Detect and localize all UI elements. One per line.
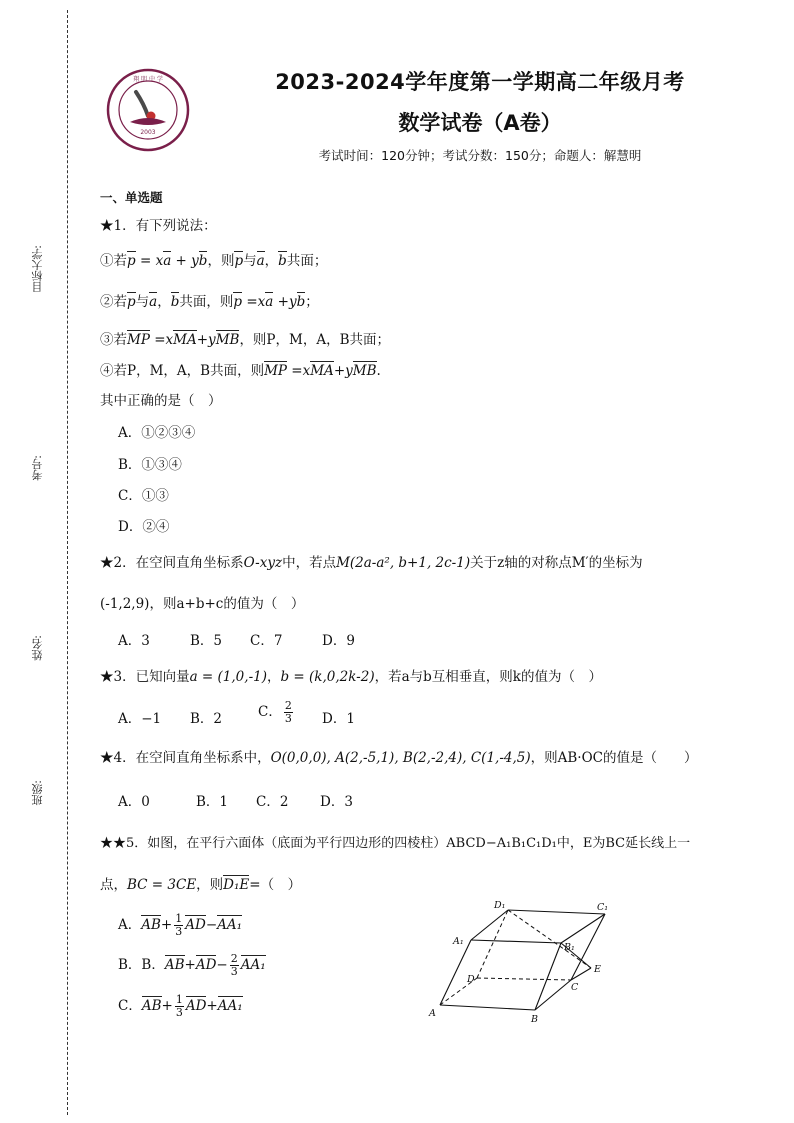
segment-d1e: [508, 910, 591, 968]
exam-title: 2023-2024学年度第一学期高二年级月考: [275, 70, 685, 94]
logo-year-text: 2003: [140, 129, 156, 136]
label-d: D: [467, 974, 475, 985]
label-b1: B₁: [564, 942, 575, 953]
q1-option-a[interactable]: A．①②③④: [118, 425, 196, 441]
q5-line2: 点，BC = 3CE，则D₁E=（ ）: [100, 877, 302, 893]
edge-ab: [440, 1005, 535, 1010]
q3-stem: ★3．已知向量a = (1,0,-1)，b = (k,0,2k-2)，若a与b互相垂直，则k的值为（ ）: [100, 669, 602, 685]
q2-line1: ★2．在空间直角坐标系O-xyz中，若点M(2a-a², b+1, 2c-1)关于z轴的对称点M′的坐标为: [100, 555, 643, 571]
exam-info: 考试时间：120分钟；考试分数：150分；命题人：解慧明: [318, 148, 642, 163]
q3-option-c[interactable]: C． $\frac{2}{3}$: [258, 699, 292, 725]
edge-b1c1: [561, 914, 605, 943]
q2-option-d[interactable]: D．9: [322, 633, 355, 649]
q1-question: 其中正确的是（ ）: [100, 393, 222, 409]
q5-option-a[interactable]: A．AB+ $\frac{1}{3}$ AD−AA₁: [118, 912, 243, 938]
q1-stem: ★1．有下列说法：: [100, 218, 217, 234]
label-c: C: [571, 982, 579, 993]
q1-statement-4: ④若P，M，A，B共面，则MP =xMA+yMB.: [100, 363, 381, 379]
exam-number-label: 考号:: [31, 455, 44, 481]
target-university-label: 目标大学:: [31, 245, 44, 293]
edge-a1d1: [471, 910, 508, 940]
q5-line1: ★★5．如图，在平行六面体（底面为平行四边形的四棱柱）ABCD−A₁B₁C₁D₁中，E为BC延长线上一: [100, 836, 691, 851]
edge-bb1: [535, 943, 561, 1010]
edge-a1b1: [471, 940, 561, 943]
edge-dc: [477, 978, 571, 980]
q1-option-d[interactable]: D．②④: [118, 519, 170, 535]
q3-option-a[interactable]: A．−1: [118, 711, 162, 727]
label-b: B: [531, 1014, 538, 1025]
q1-statement-3: ③若MP =xMA+yMB，则P，M，A，B共面；: [100, 332, 391, 348]
q1-statement-1: ①若p = xa + yb，则p与a，b共面；: [100, 253, 328, 269]
exam-subtitle: 数学试卷（A卷）: [398, 111, 562, 135]
q4-option-d[interactable]: D．3: [320, 794, 353, 810]
svg-text:翔 明 中 学: 翔 明 中 学: [133, 76, 163, 83]
student-name-label: 姓名:: [31, 635, 44, 661]
binding-dashed-line: [67, 10, 68, 1115]
q4-option-b[interactable]: B．1: [196, 794, 229, 810]
label-c1: C₁: [597, 902, 609, 913]
q5-option-b[interactable]: B．B．AB+AD− $\frac{2}{3}$ AA₁: [118, 952, 266, 978]
section-heading: 一、单选题: [100, 190, 163, 205]
school-logo: [106, 68, 190, 152]
q2-option-c[interactable]: C．7: [250, 633, 283, 649]
q2-option-b[interactable]: B．5: [190, 633, 223, 649]
edge-dd1: [477, 910, 508, 978]
q3-fraction: $\frac{2}{3}$: [284, 699, 292, 725]
label-d1: D₁: [494, 900, 506, 911]
q2-option-a[interactable]: A．3: [118, 633, 150, 649]
q4-option-c[interactable]: C．2: [256, 794, 289, 810]
q3-option-d[interactable]: D．1: [322, 711, 355, 727]
label-a1: A₁: [453, 936, 464, 947]
q5-option-c[interactable]: C．AB+ $\frac{1}{3}$ AD+AA₁: [118, 993, 243, 1019]
q1-statement-2: ②若p与a，b共面，则p =xa +yb；: [100, 294, 319, 310]
edge-aa1: [440, 940, 471, 1005]
q2-line2: (-1,2,9)，则a+b+c的值为（ ）: [100, 596, 305, 612]
q4-stem: ★4．在空间直角坐标系中，O(0,0,0), A(2,-5,1), B(2,-2,4), C(1,-4,5)，则AB·OC的值是（ ）: [100, 750, 698, 766]
label-e: E: [594, 964, 601, 975]
q1-option-b[interactable]: B．①③④: [118, 457, 182, 473]
q3-option-b[interactable]: B．2: [190, 711, 223, 727]
parallelepiped-figure: [425, 900, 615, 1025]
label-a: A: [429, 1008, 436, 1019]
class-label: 班级:: [31, 780, 44, 806]
edge-d1c1: [508, 910, 605, 914]
q4-option-a[interactable]: A．0: [118, 794, 150, 810]
q1-option-c[interactable]: C．①③: [118, 488, 169, 504]
